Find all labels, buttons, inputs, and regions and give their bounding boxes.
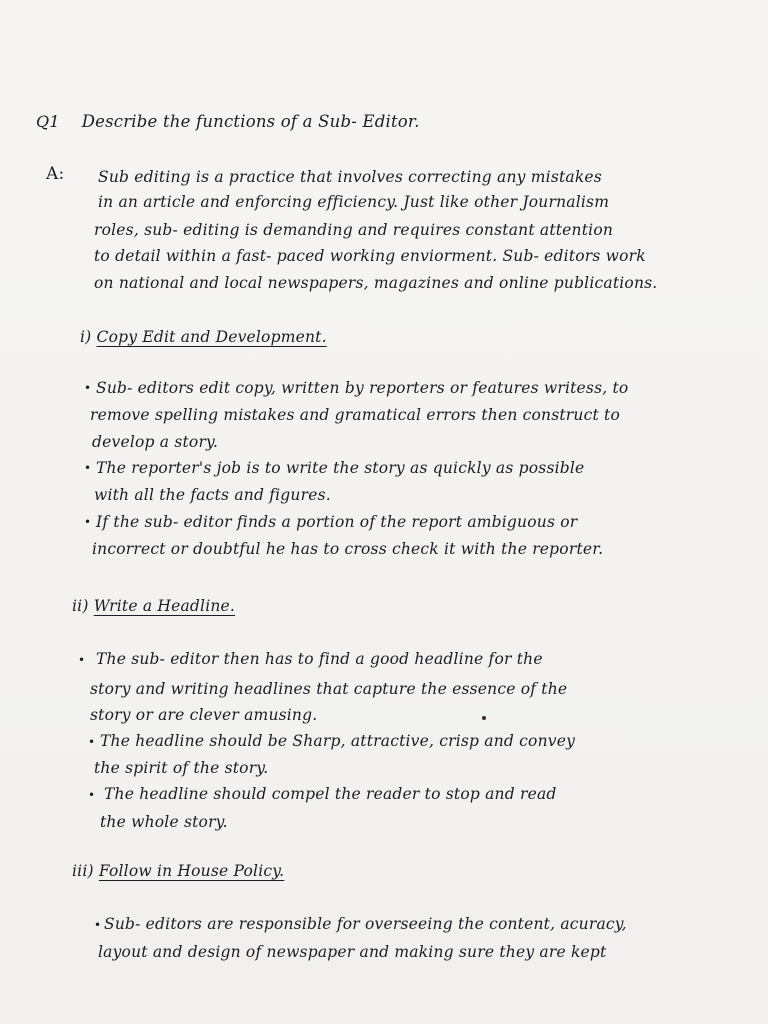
section-2-bullet-2-line-2: the spirit of the story. xyxy=(94,759,269,777)
section-3-heading-line xyxy=(72,862,284,880)
bullet-icon: • xyxy=(84,515,92,529)
answer-line-2: in an article and enforcing efficiency. Just like other Journalism xyxy=(98,193,610,211)
answer-line-4: to detail within a fast- paced working enviorment. Sub- editors work xyxy=(94,247,646,265)
section-1-heading-line xyxy=(80,328,327,346)
section-2-bullet-2-line-1: The headline should be Sharp, attractive, crisp and convey xyxy=(100,732,576,750)
section-2-bullet-1-line-3: story or are clever amusing. xyxy=(90,706,318,724)
bullet-icon: • xyxy=(78,653,86,667)
section-1-bullet-3-line-2: incorrect or doubtful he has to cross check it with the reporter. xyxy=(92,540,604,558)
section-3-numeral: iii) xyxy=(72,862,94,880)
section-3-bullet-1-line-2: layout and design of newspaper and making sure they are kept xyxy=(98,943,607,961)
section-1-bullet-2-line-1: The reporter's job is to write the story as quickly as possible xyxy=(96,459,585,477)
question-text: Describe the functions of a Sub- Editor. xyxy=(81,112,420,131)
section-3-heading: Follow in House Policy. xyxy=(98,862,285,880)
section-3-bullet-1-line-1: Sub- editors are responsible for overseeing the content, acuracy, xyxy=(104,915,627,933)
section-2-bullet-3-line-1: The headline should compel the reader to stop and read xyxy=(104,785,557,803)
bullet-icon: • xyxy=(84,461,92,475)
section-2-heading-line xyxy=(72,597,235,615)
section-1-bullet-3-line-1: If the sub- editor finds a portion of the report ambiguous or xyxy=(96,513,578,531)
answer-line-3: roles, sub- editing is demanding and requires constant attention xyxy=(94,221,614,239)
section-1-numeral: i) xyxy=(80,328,92,346)
answer-line-1: Sub editing is a practice that involves correcting any mistakes xyxy=(98,168,602,186)
section-2-bullet-3-line-2: the whole story. xyxy=(100,813,228,831)
answer-marker: A: xyxy=(46,164,65,184)
ink-dot xyxy=(482,716,486,720)
bullet-icon: • xyxy=(88,735,96,749)
section-2-bullet-1-line-1: The sub- editor then has to find a good headline for the xyxy=(96,650,543,668)
question-number: Q1 xyxy=(36,112,60,131)
section-1-bullet-1-line-2: remove spelling mistakes and gramatical errors then construct to xyxy=(90,406,620,424)
section-1-bullet-1-line-3: develop a story. xyxy=(92,433,219,451)
bullet-icon: • xyxy=(94,918,102,932)
question-line xyxy=(36,112,420,131)
bullet-icon: • xyxy=(88,788,96,802)
bullet-icon: • xyxy=(84,381,92,395)
section-2-heading: Write a Headline. xyxy=(93,597,236,615)
section-1-bullet-2-line-2: with all the facts and figures. xyxy=(94,486,331,504)
section-1-heading: Copy Edit and Development. xyxy=(96,328,327,346)
answer-line-5: on national and local newspapers, magazines and online publications. xyxy=(94,274,658,292)
section-2-numeral: ii) xyxy=(72,597,89,615)
section-1-bullet-1-line-1: Sub- editors edit copy, written by reporters or features writess, to xyxy=(96,379,629,397)
section-2-bullet-1-line-2: story and writing headlines that capture the essence of the xyxy=(90,680,568,698)
